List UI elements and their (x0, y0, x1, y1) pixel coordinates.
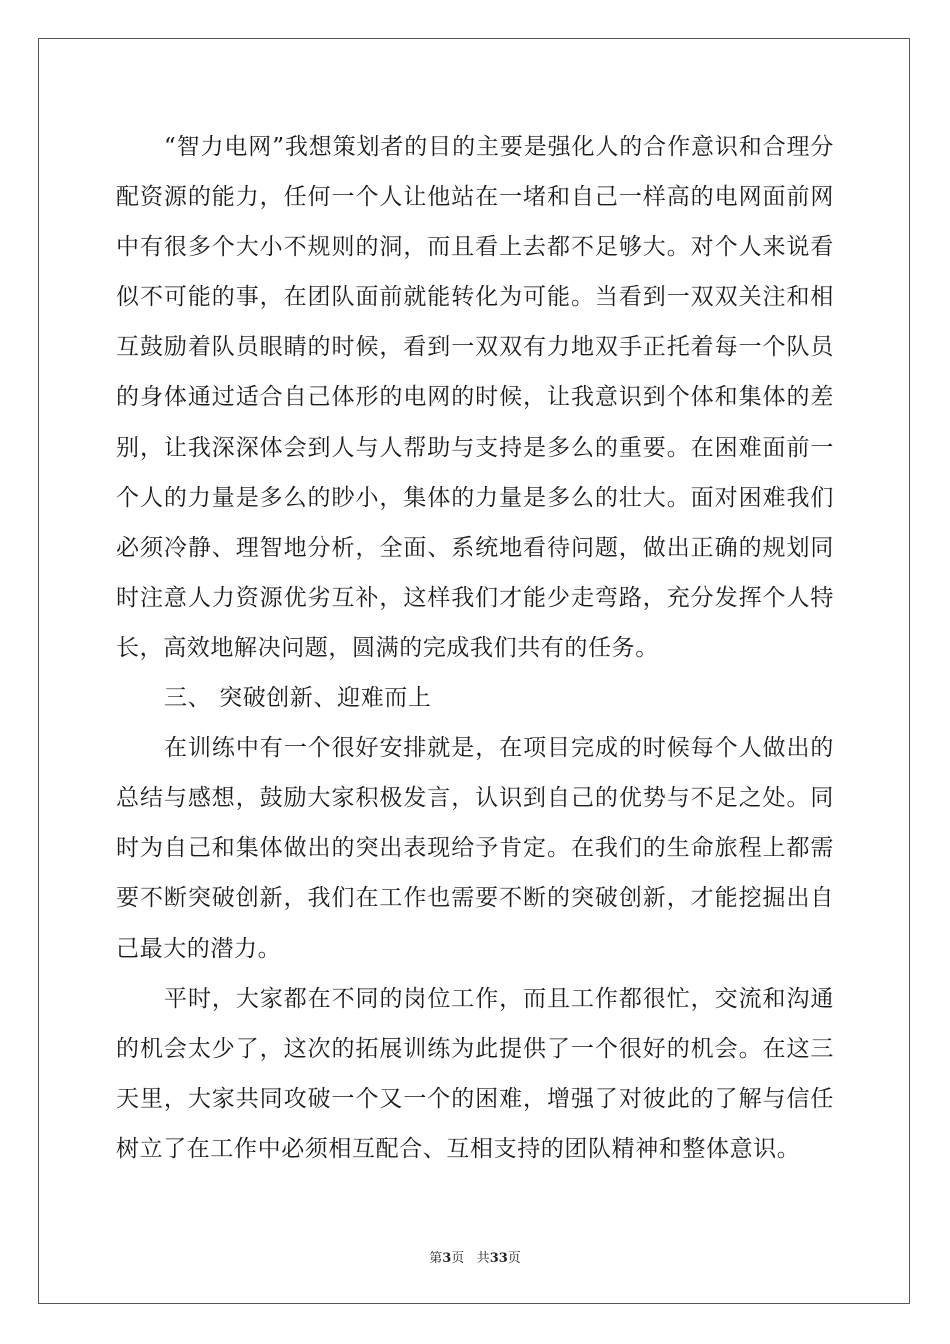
section-heading: 三、 突破创新、迎难而上 (164, 685, 432, 712)
total-label-suffix: 页 (507, 1251, 521, 1266)
body-paragraph: 平时，大家都在不同的岗位工作，而且工作都很忙，交流和沟通的机会太少了，这次的拓展训练为此提供了一个很好的机会。在这三天里，大家共同攻破一个又一个的困难，增强了对彼此的了解与信任树立了在工作中必须相互配合、互相支持的团队精神和整体意识。 (116, 985, 834, 1162)
document-body (116, 122, 834, 1174)
total-label-prefix: 共 (476, 1251, 490, 1266)
page-label-prefix: 第 (429, 1251, 443, 1266)
page-footer (0, 1247, 950, 1266)
page-label-suffix: 页 (451, 1251, 465, 1266)
page-number: 3 (442, 1251, 452, 1266)
body-paragraph: 在训练中有一个很好安排就是，在项目完成的时候每个人做出的总结与感想，鼓励大家积极发言，认识到自己的优势与不足之处。同时为自己和集体做出的突出表现给予肯定。在我们的生命旅程上都需要不断突破创新，我们在工作也需要不断的突破创新，才能挖掘出自己最大的潜力。 (116, 735, 834, 962)
total-pages: 33 (489, 1251, 508, 1266)
body-paragraph: “智力电网”我想策划者的目的主要是强化人的合作意识和合理分配资源的能力，任何一个人让他站在一堵和自己一样高的电网面前网中有很多个大小不规则的洞，而且看上去都不足够大。对个人来说看似不可能的事，在团队面前就能转化为可能。当看到一双双关注和相互鼓励着队员眼睛的时候，看到一双双有力地双手正托着每一个队员的身体通过适合自己体形的电网的时候，让我意识到个体和集体的差别，让我深深体会到人与人帮助与支持是多么的重要。在困难面前一个人的力量是多么的眇小，集体的力量是多么的壮大。面对困难我们必须冷静、理智地分析，全面、系统地看待问题，做出正确的规划同时注意人力资源优劣互补，这样我们才能少走弯路，充分发挥个人特长，高效地解决问题，圆满的完成我们共有的任务。 (116, 134, 834, 661)
